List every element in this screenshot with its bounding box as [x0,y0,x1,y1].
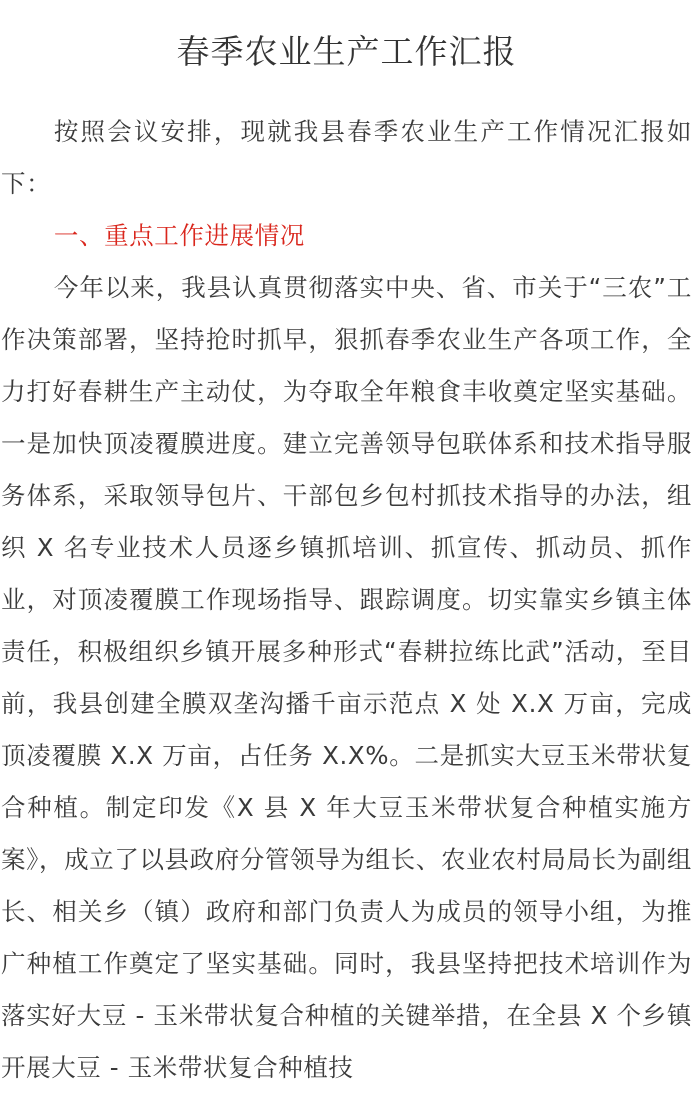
intro-paragraph: 按照会议安排，现就我县春季农业生产工作情况汇报如下： [1,117,692,198]
document-title: 春季农业生产工作汇报 [176,32,517,71]
body-paragraph: 今年以来，我县认真贯彻落实中央、省、市关于“三农”工作决策部署，坚持抢时抓早，狠抓春季农业生产各项工作，全力打好春耕生产主动仗，为夺取全年粮食丰收奠定坚实基础。一是加快顶凌覆膜进度。建立完善领导包联体系和技术指导服务体系，采取领导包片、干部包乡包村抓技术指导的办法，组织 X 名专业技术人员逐乡镇抓培训、抓宣传、抓动员、抓作业，对顶凌覆膜工作现场指导、跟踪调度。切实靠实乡镇主体责任，积极组织乡镇开展多种形式“春耕拉练比武”活动，至目前，我县创建全膜双垄沟播千亩示范点 X 处 X.X 万亩，完成顶凌覆膜 X.X 万亩，占任务 X.X%。二是抓实大豆玉米带状复合种植。制定印发《X 县 X 年大豆玉米带状复合种植实施方案》，成立了以县政府分管领导为组长、农业农村局局长为副组长、相关乡（镇）政府和部门负责人为成员的领导小组，为推广种植工作奠定了坚实基础。同时，我县坚持把技术培训作为落实好大豆 - 玉米带状复合种植的关键举措，在全县 X 个乡镇开展大豆 - 玉米带状复合种植技 [1,273,692,1082]
document-body [1,106,692,1094]
section-heading: 一、重点工作进展情况 [53,221,305,250]
